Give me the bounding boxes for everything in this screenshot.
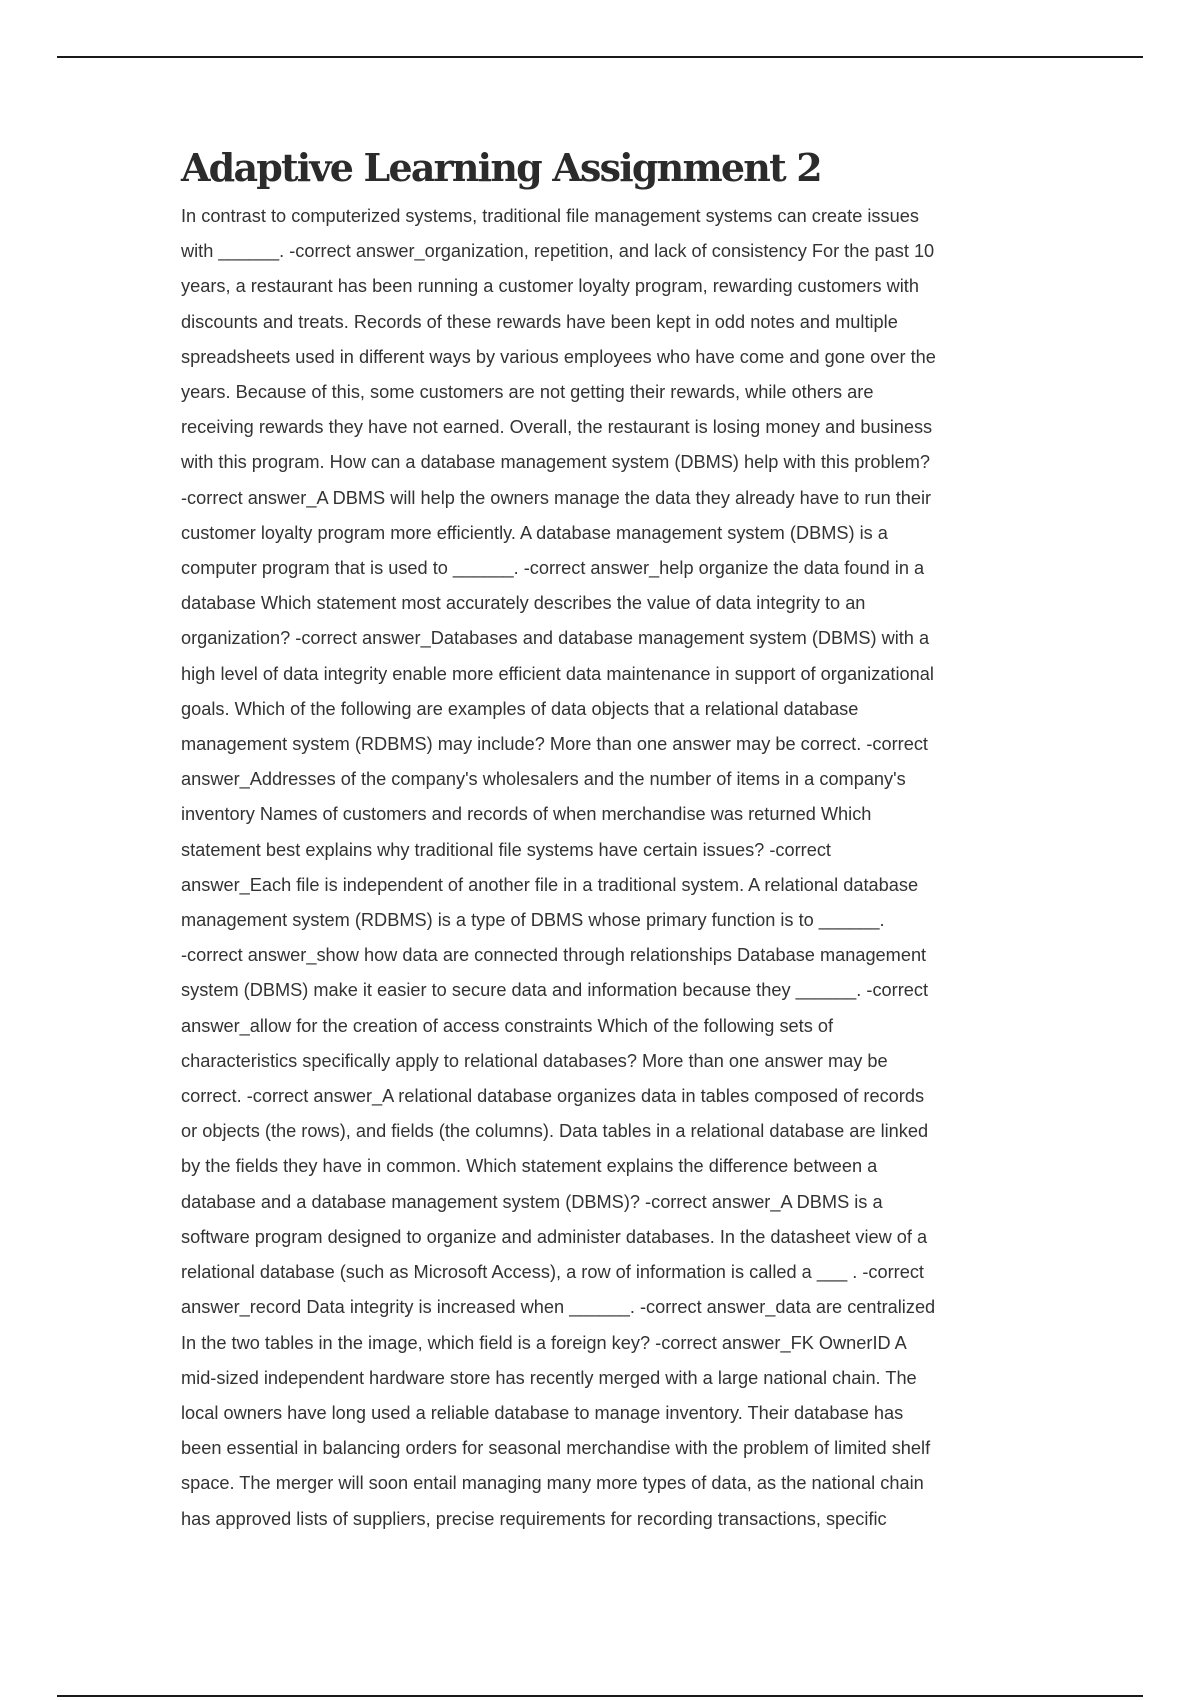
- body-line: statement best explains why traditional file systems have certain issues? -correct: [181, 839, 831, 860]
- body-line: mid-sized independent hardware store has recently merged with a large national chain. The: [181, 1367, 917, 1388]
- body-line: answer_Addresses of the company's wholesalers and the number of items in a company's: [181, 769, 906, 790]
- body-line: goals. Which of the following are examples of data objects that a relational database: [181, 698, 859, 719]
- body-line: In contrast to computerized systems, traditional file management systems can create issues: [181, 206, 919, 226]
- body-line: space. The merger will soon entail managing many more types of data, as the national chain: [181, 1473, 924, 1494]
- body-line: answer_allow for the creation of access constraints Which of the following sets of: [181, 1015, 834, 1036]
- body-line: spreadsheets used in different ways by various employees who have come and gone over the: [181, 346, 936, 367]
- body-line: answer_Each file is independent of another file in a traditional system. A relational database: [181, 874, 919, 895]
- body-line: answer_record Data integrity is increased when ______. -correct answer_data are centralized: [181, 1297, 936, 1318]
- body-line: -correct answer_show how data are connected through relationships Database management: [181, 945, 927, 966]
- body-line: been essential in balancing orders for seasonal merchandise with the problem of limited shelf: [181, 1438, 931, 1459]
- body-line: organization? -correct answer_Databases and database management system (DBMS) with a: [181, 628, 930, 649]
- body-line: correct. -correct answer_A relational database organizes data in tables composed of records: [181, 1086, 925, 1107]
- header-rule: [57, 56, 1143, 58]
- body-line: database Which statement most accurately describes the value of data integrity to an: [181, 593, 866, 614]
- body-line: years. Because of this, some customers are not getting their rewards, while others are: [181, 382, 874, 403]
- body-line: discounts and treats. Records of these rewards have been kept in odd notes and multiple: [181, 311, 898, 332]
- body-line: has approved lists of suppliers, precise requirements for recording transactions, specific: [181, 1508, 887, 1529]
- body-line: management system (RDBMS) may include? More than one answer may be correct. -correct: [181, 734, 928, 755]
- body-line: database and a database management system (DBMS)? -correct answer_A DBMS is a: [181, 1191, 883, 1212]
- body-line: In the two tables in the image, which field is a foreign key? -correct answer_FK OwnerID A: [181, 1332, 907, 1353]
- body-line: computer program that is used to ______. -correct answer_help organize the data found in a: [181, 558, 925, 579]
- body-line: receiving rewards they have not earned. Overall, the restaurant is losing money and business: [181, 417, 933, 438]
- body-line: or objects (the rows), and fields (the columns). Data tables in a relational database are linked: [181, 1121, 929, 1142]
- body-line: -correct answer_A DBMS will help the owners manage the data they already have to run their: [181, 487, 932, 508]
- document-body: [181, 199, 1041, 1537]
- body-line: years, a restaurant has been running a customer loyalty program, rewarding customers with: [181, 276, 919, 297]
- body-line: with this program. How can a database management system (DBMS) help with this problem?: [181, 452, 931, 473]
- body-line: by the fields they have in common. Which statement explains the difference between a: [181, 1156, 878, 1177]
- body-line: local owners have long used a reliable database to manage inventory. Their database has: [181, 1402, 904, 1423]
- body-line: management system (RDBMS) is a type of DBMS whose primary function is to ______.: [181, 910, 885, 931]
- body-line: high level of data integrity enable more efficient data maintenance in support of organizational: [181, 663, 934, 684]
- body-line: characteristics specifically apply to relational databases? More than one answer may be: [181, 1050, 888, 1071]
- body-line: relational database (such as Microsoft Access), a row of information is called a ___ . -correct: [181, 1262, 924, 1283]
- body-line: software program designed to organize and administer databases. In the datasheet view of a: [181, 1226, 928, 1247]
- body-line: inventory Names of customers and records of when merchandise was returned Which: [181, 804, 872, 825]
- body-line: customer loyalty program more efficiently. A database management system (DBMS) is a: [181, 522, 888, 543]
- body-line: system (DBMS) make it easier to secure data and information because they ______. -correct: [181, 980, 929, 1001]
- document-title: Adaptive Learning Assignment 2: [181, 145, 821, 190]
- footer-rule: [57, 1695, 1143, 1697]
- body-line: with ______. -correct answer_organization, repetition, and lack of consistency For the past 10: [181, 241, 935, 262]
